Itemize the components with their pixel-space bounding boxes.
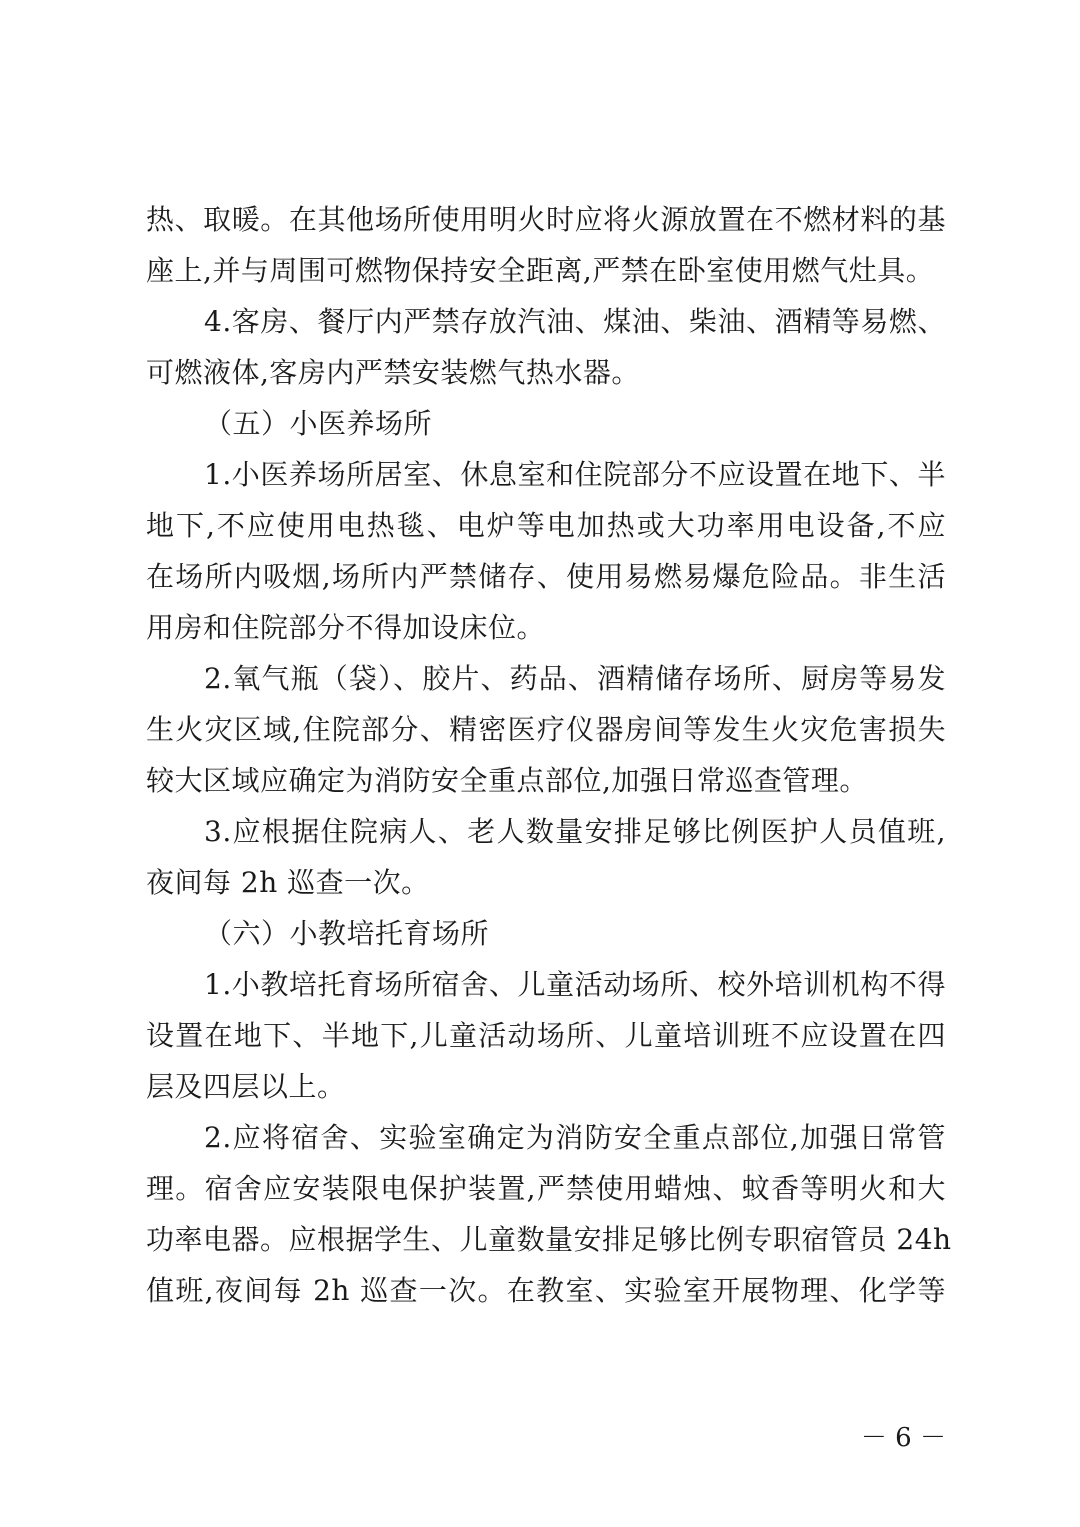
body-text-line: 2.氧气瓶（袋）、胶片、药品、酒精储存场所、厨房等易发 [204, 662, 946, 695]
body-text-line: 座上,并与周围可燃物保持安全距离,严禁在卧室使用燃气灶具。 [146, 254, 935, 287]
body-text-line: 值班,夜间每 2h 巡查一次。在教室、实验室开展物理、化学等 [146, 1274, 946, 1307]
body-text-line: 1.小教培托育场所宿舍、儿童活动场所、校外培训机构不得 [204, 968, 946, 1001]
body-text-line: 用房和住院部分不得加设床位。 [146, 611, 546, 644]
body-text-line: 层及四层以上。 [146, 1070, 346, 1103]
body-text-line: 设置在地下、半地下,儿童活动场所、儿童培训班不应设置在四 [146, 1019, 946, 1052]
section-heading: （六）小教培托育场所 [204, 917, 490, 950]
body-text-line: 1.小医养场所居室、休息室和住院部分不应设置在地下、半 [204, 458, 946, 491]
body-text-line: 较大区域应确定为消防安全重点部位,加强日常巡查管理。 [146, 764, 868, 797]
page-number: － 6 － [860, 1423, 946, 1453]
body-text-line: 3.应根据住院病人、老人数量安排足够比例医护人员值班, [204, 815, 946, 848]
section-heading: （五）小医养场所 [204, 407, 433, 440]
body-text-line: 可燃液体,客房内严禁安装燃气热水器。 [146, 356, 640, 389]
body-text-line: 2.应将宿舍、实验室确定为消防安全重点部位,加强日常管 [204, 1121, 946, 1154]
body-text-line: 4.客房、餐厅内严禁存放汽油、煤油、柴油、酒精等易燃、 [204, 305, 946, 338]
body-text-line: 理。宿舍应安装限电保护装置,严禁使用蜡烛、蚊香等明火和大 [146, 1172, 946, 1205]
body-text-line: 地下,不应使用电热毯、电炉等电加热或大功率用电设备,不应 [146, 509, 946, 542]
document-body [146, 194, 952, 1316]
body-text-line: 生火灾区域,住院部分、精密医疗仪器房间等发生火灾危害损失 [146, 713, 946, 746]
body-text-line: 在场所内吸烟,场所内严禁储存、使用易燃易爆危险品。非生活 [146, 560, 946, 593]
body-text-line: 热、取暖。在其他场所使用明火时应将火源放置在不燃材料的基 [146, 203, 946, 236]
body-text-line: 夜间每 2h 巡查一次。 [146, 866, 430, 899]
body-text-line: 功率电器。应根据学生、儿童数量安排足够比例专职宿管员 24h [146, 1223, 952, 1256]
